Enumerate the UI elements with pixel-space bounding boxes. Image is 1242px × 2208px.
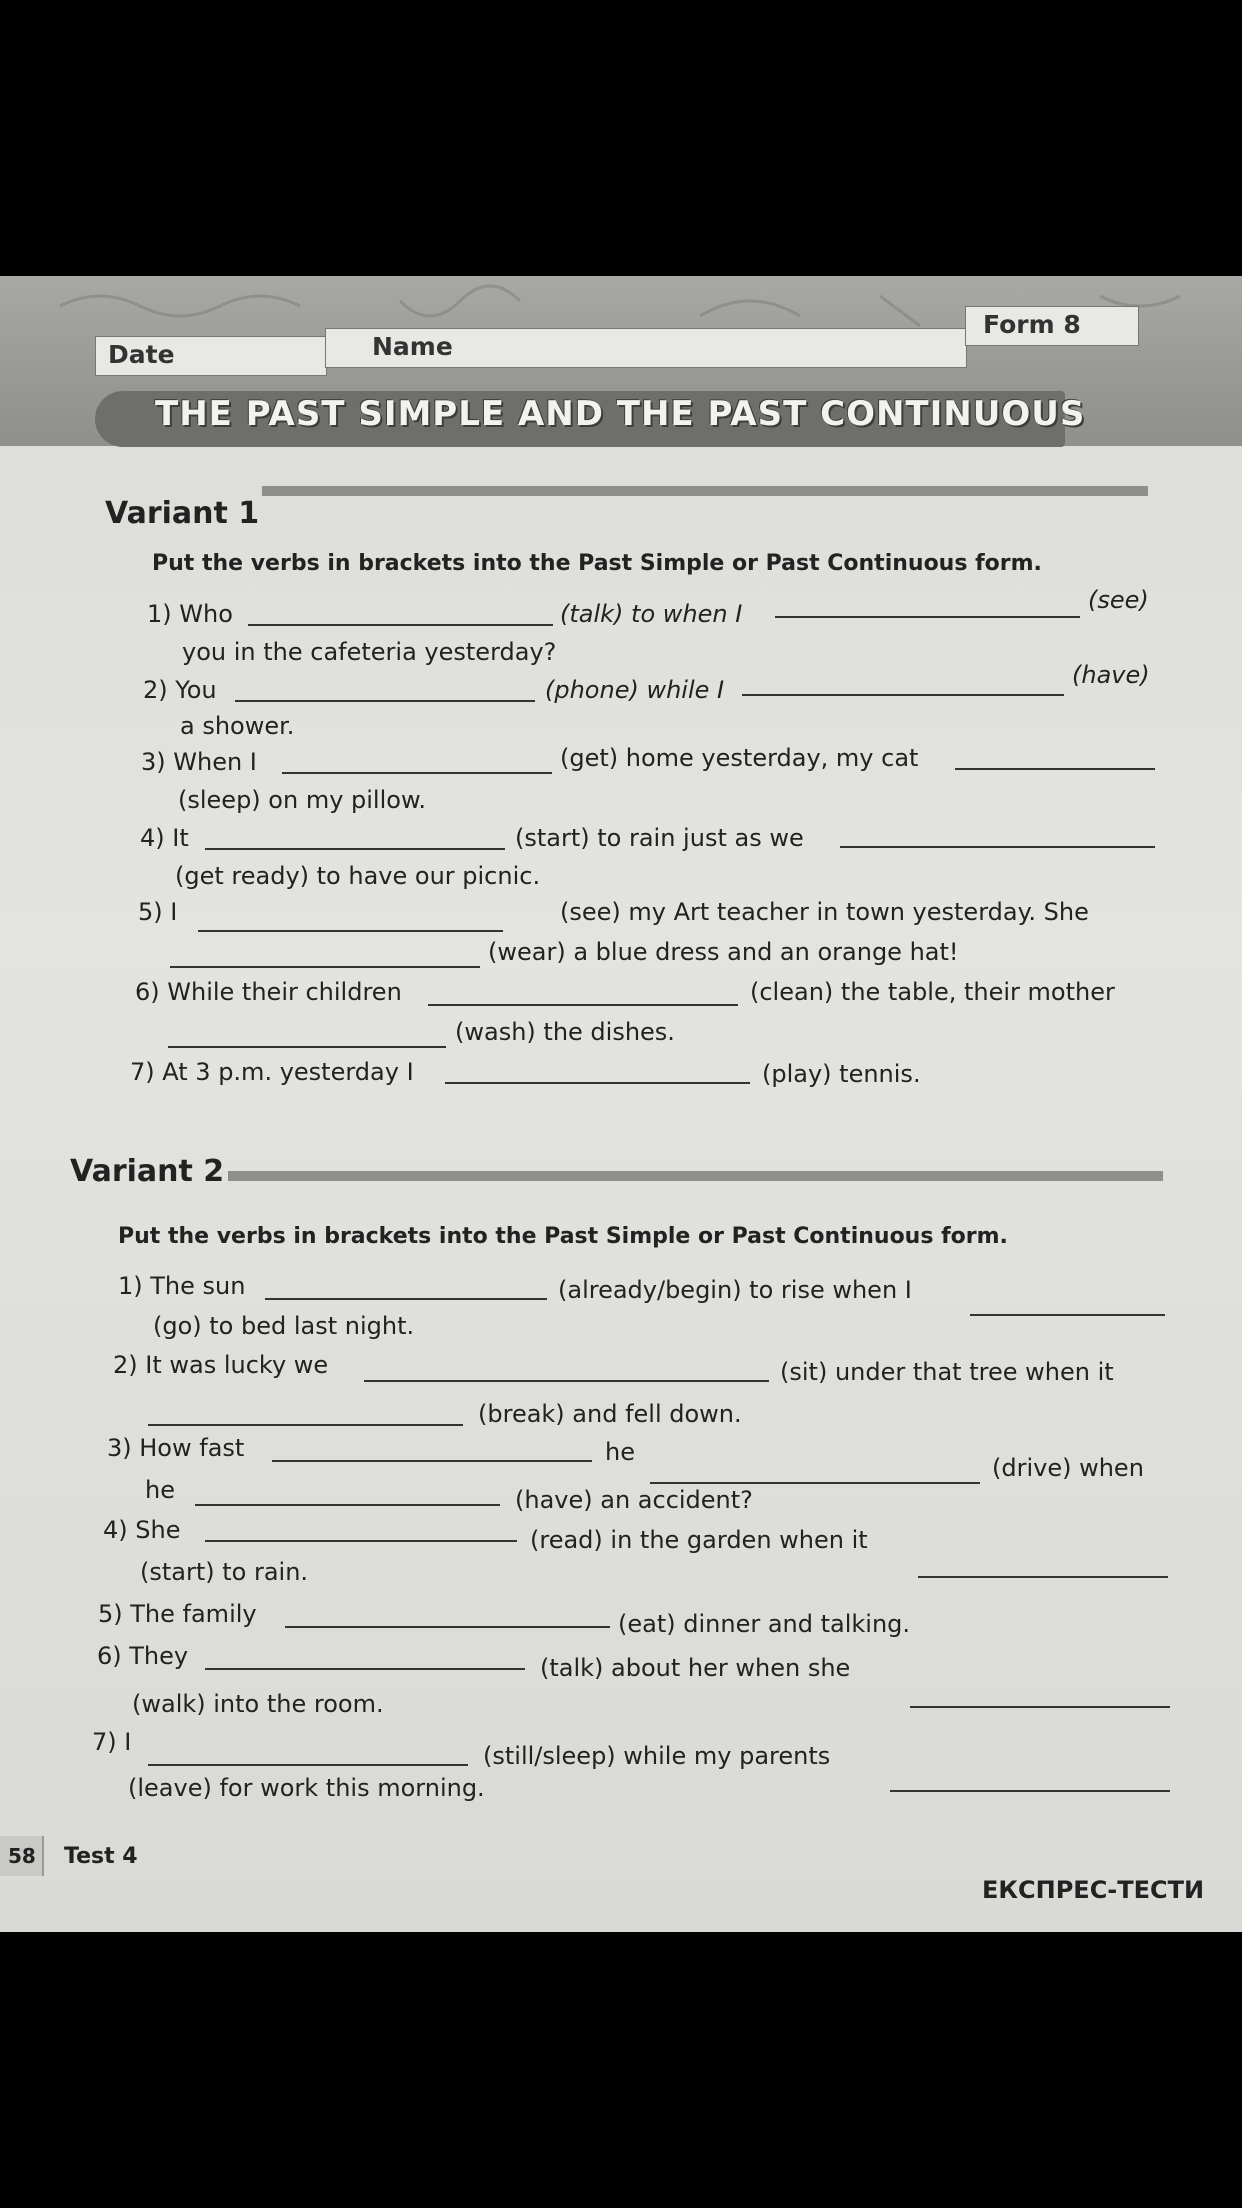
v2-line-3c: (drive) when (992, 1454, 1144, 1482)
test-label: Test 4 (64, 1844, 138, 1869)
v2-line-4b: (read) in the garden when it (530, 1526, 868, 1554)
v2-line-1b: (already/begin) to rise when I (558, 1276, 912, 1304)
v1-line-5a: 5) I (138, 898, 178, 926)
v2-blank[interactable] (205, 1668, 525, 1670)
v1-line-1c: (see) (1088, 586, 1149, 614)
v2-line-3a: 3) How fast (107, 1434, 245, 1462)
v2-line-4-cont: (start) to rain. (140, 1558, 309, 1586)
v2-blank[interactable] (650, 1482, 980, 1484)
v1-line-3-cont: (sleep) on my pillow. (178, 786, 427, 814)
v1-blank[interactable] (170, 966, 480, 968)
v2-line-3b: he (605, 1438, 635, 1466)
v2-line-7-cont: (leave) for work this morning. (128, 1774, 485, 1802)
v1-blank[interactable] (775, 616, 1080, 618)
v2-line-5a: 5) The family (98, 1600, 257, 1628)
v2-line-3d: he (145, 1476, 175, 1504)
v1-line-4a: 4) It (140, 824, 189, 852)
page-title: THE PAST SIMPLE AND THE PAST CONTINUOUS (155, 394, 1086, 434)
v1-line-2c: (have) (1072, 661, 1150, 689)
v1-blank[interactable] (445, 1082, 750, 1084)
v2-blank[interactable] (364, 1380, 769, 1382)
v1-line-5-cont: (wear) a blue dress and an orange hat! (488, 938, 959, 966)
date-label: Date (108, 340, 175, 369)
v2-line-7a: 7) I (92, 1728, 132, 1756)
v2-blank[interactable] (285, 1626, 610, 1628)
v1-blank[interactable] (168, 1046, 446, 1048)
v2-line-6b: (talk) about her when she (540, 1654, 851, 1682)
v1-line-4b: (start) to rain just as we (515, 824, 804, 852)
v2-blank[interactable] (970, 1314, 1165, 1316)
v1-line-6-cont: (wash) the dishes. (455, 1018, 675, 1046)
v1-blank[interactable] (235, 700, 535, 702)
publisher-label: ЕКСПРЕС-ТЕСТИ (982, 1876, 1205, 1904)
variant-2-instruction: Put the verbs in brackets into the Past Simple or Past Continuous form. (118, 1224, 1008, 1249)
variant-2-title: Variant 2 (70, 1154, 225, 1189)
variant-1-title: Variant 1 (105, 496, 260, 531)
v2-line-6-cont: (walk) into the room. (132, 1690, 384, 1718)
v1-line-2b: (phone) while I (545, 676, 725, 704)
v2-line-1a: 1) The sun (118, 1272, 246, 1300)
v1-blank[interactable] (955, 768, 1155, 770)
v1-blank[interactable] (198, 930, 503, 932)
v2-blank[interactable] (890, 1790, 1170, 1792)
v1-line-1a: 1) Who (147, 600, 233, 628)
v2-line-3e: (have) an accident? (515, 1486, 753, 1514)
v2-line-7b: (still/sleep) while my parents (483, 1742, 831, 1770)
v2-blank[interactable] (272, 1460, 592, 1462)
form-label: Form 8 (983, 310, 1081, 339)
v2-line-4a: 4) She (103, 1516, 181, 1544)
variant-2-rule (228, 1171, 1163, 1181)
v2-blank[interactable] (148, 1764, 468, 1766)
v2-line-2b: (sit) under that tree when it (780, 1358, 1114, 1386)
v2-line-2-cont: (break) and fell down. (478, 1400, 742, 1428)
v2-blank[interactable] (918, 1576, 1168, 1578)
v2-line-5b: (eat) dinner and talking. (618, 1610, 911, 1638)
v2-line-1-cont: (go) to bed last night. (153, 1312, 415, 1340)
v1-blank[interactable] (282, 772, 552, 774)
v1-line-2-cont: a shower. (180, 712, 295, 740)
v2-blank[interactable] (265, 1298, 547, 1300)
v1-line-6b: (clean) the table, their mother (750, 978, 1115, 1006)
worksheet-page (0, 276, 1242, 1932)
v2-line-6a: 6) They (97, 1642, 189, 1670)
v2-blank[interactable] (195, 1504, 500, 1506)
v1-line-1b: (talk) to when I (560, 600, 743, 628)
name-label: Name (372, 332, 453, 361)
v1-line-4-cont: (get ready) to have our picnic. (175, 862, 541, 890)
v1-line-2a: 2) You (143, 676, 217, 704)
page-number: 58 (8, 1844, 36, 1868)
v1-blank[interactable] (742, 694, 1064, 696)
v1-blank[interactable] (248, 624, 553, 626)
v1-blank[interactable] (205, 848, 505, 850)
variant-1-instruction: Put the verbs in brackets into the Past Simple or Past Continuous form. (152, 551, 1042, 576)
v1-line-1-cont: you in the cafeteria yesterday? (182, 638, 557, 666)
v2-blank[interactable] (205, 1540, 517, 1542)
v1-line-5b: (see) my Art teacher in town yesterday. She (560, 898, 1089, 926)
v1-blank[interactable] (428, 1004, 738, 1006)
v1-line-7a: 7) At 3 p.m. yesterday I (130, 1058, 414, 1086)
variant-1-rule (262, 486, 1148, 496)
v1-line-3a: 3) When I (141, 748, 257, 776)
v1-line-6a: 6) While their children (135, 978, 402, 1006)
v2-line-2a: 2) It was lucky we (113, 1351, 329, 1379)
v1-line-3b: (get) home yesterday, my cat (560, 744, 919, 772)
v1-blank[interactable] (840, 846, 1155, 848)
v1-line-7b: (play) tennis. (762, 1060, 921, 1088)
v2-blank[interactable] (910, 1706, 1170, 1708)
v2-blank[interactable] (148, 1424, 463, 1426)
